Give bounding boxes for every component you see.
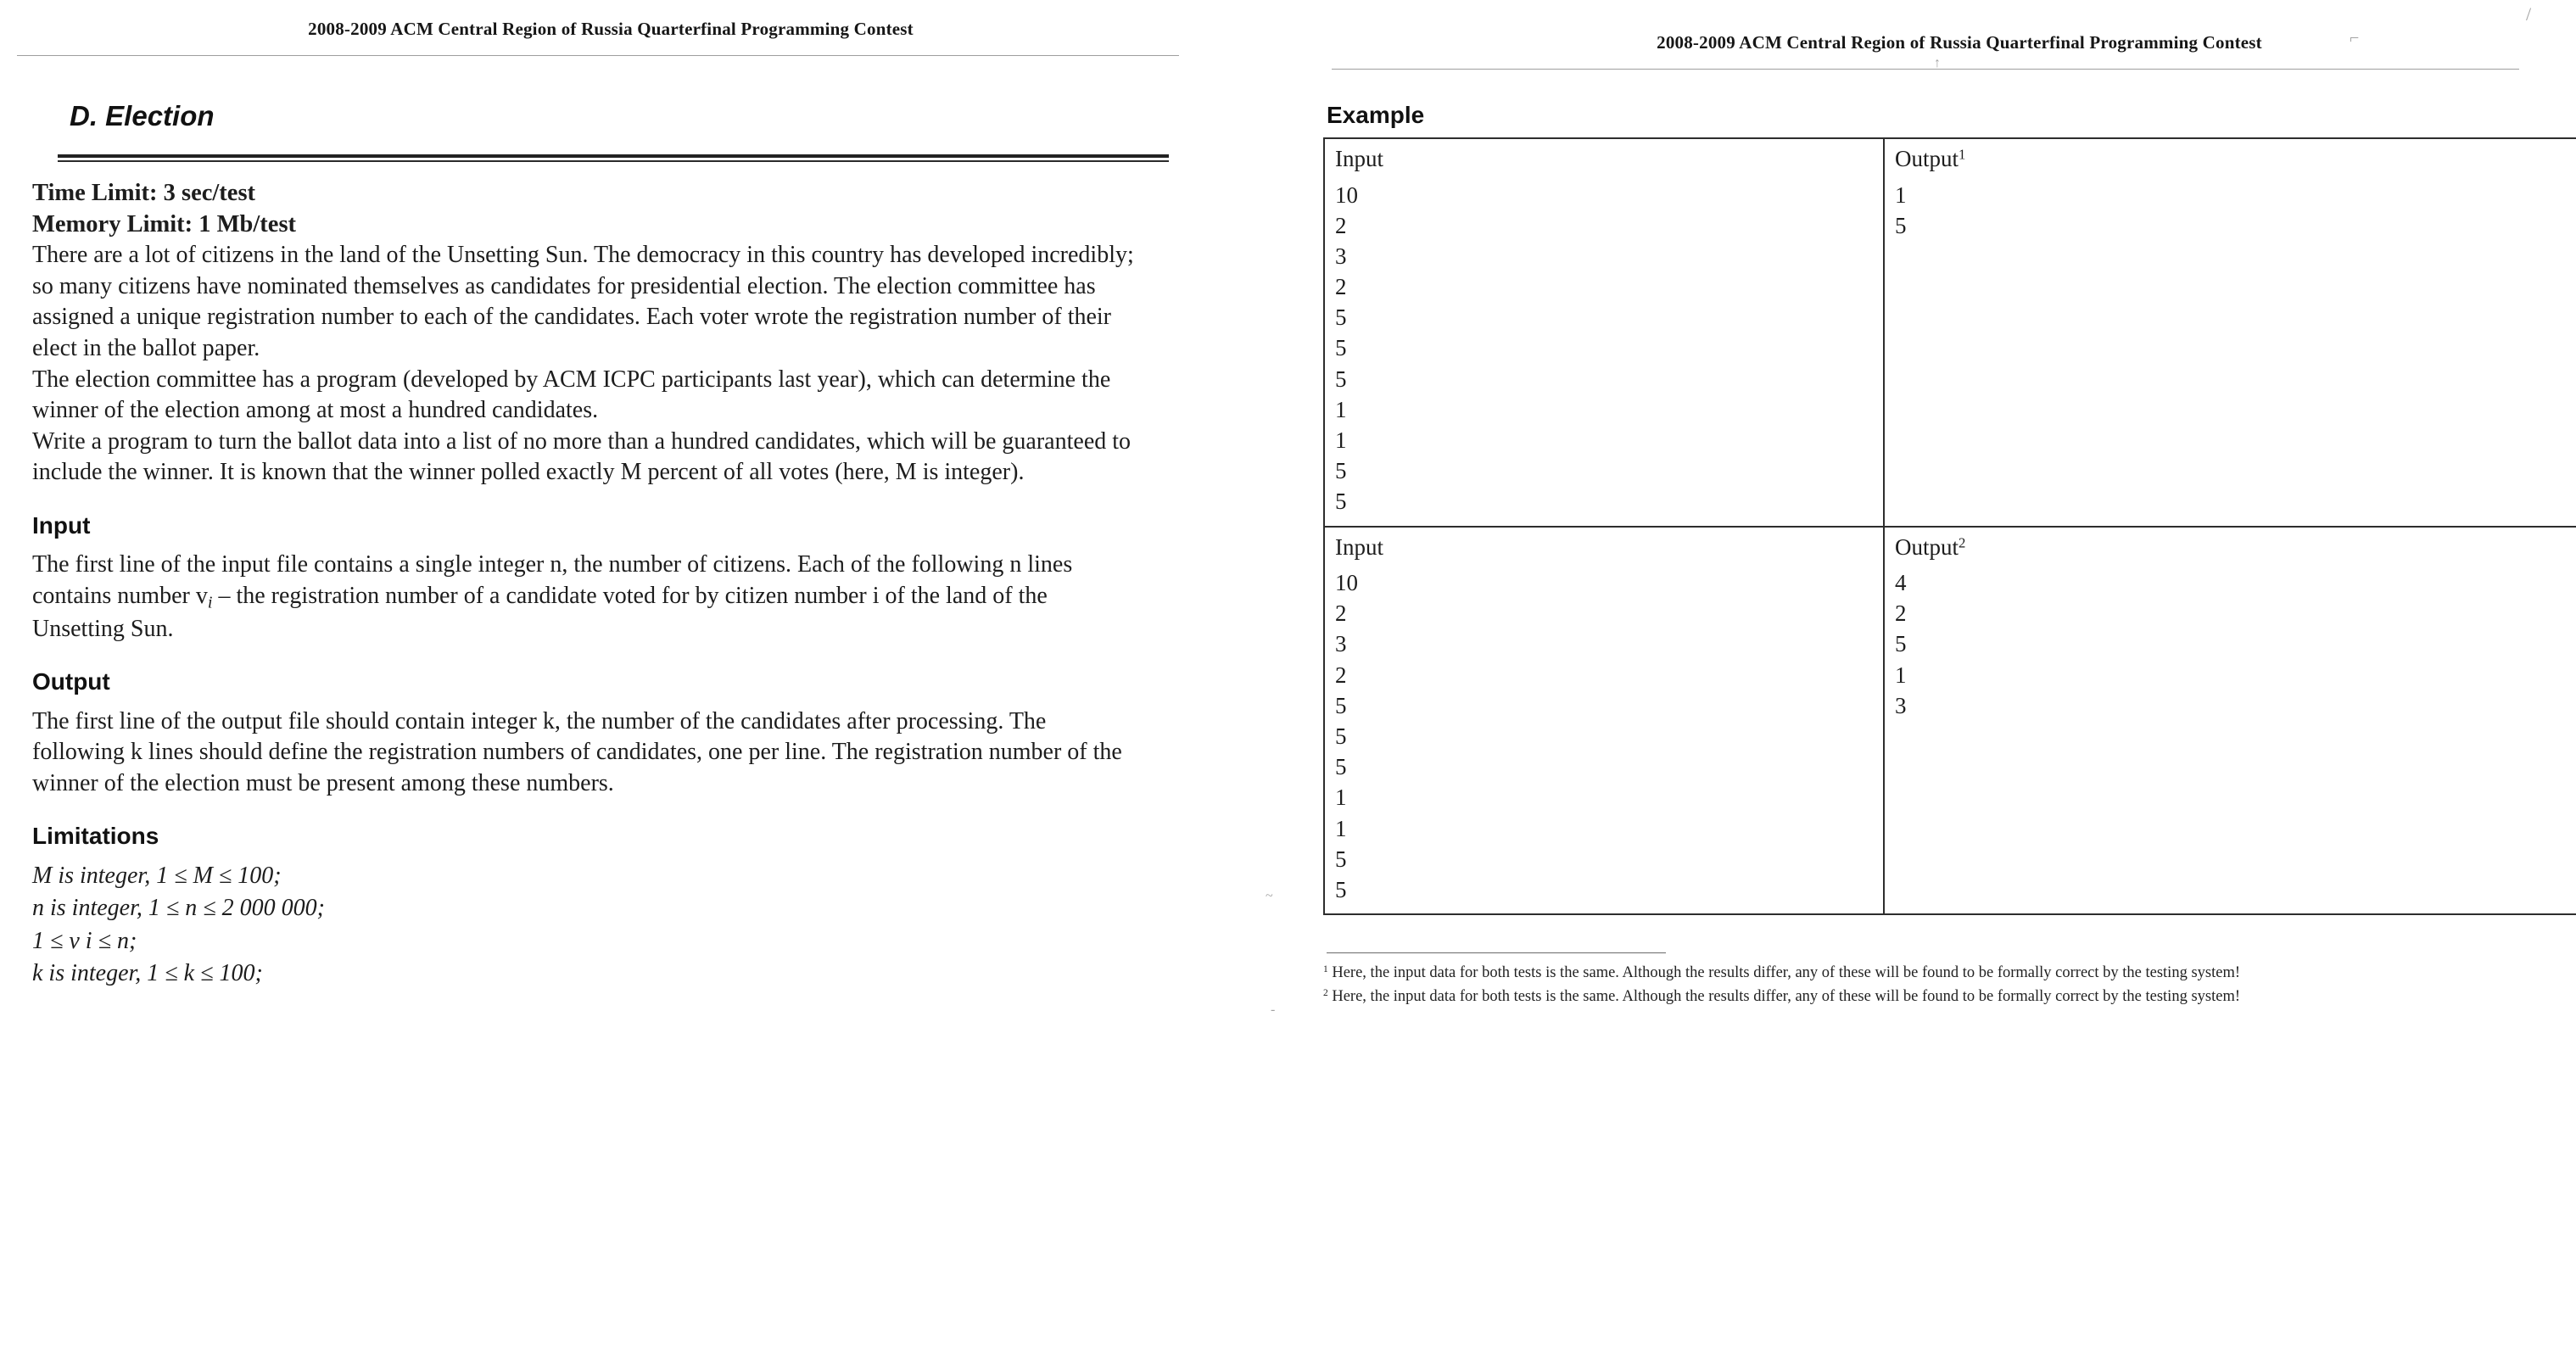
- output-label: [1895, 144, 2571, 175]
- scan-artifact: ⌐: [2350, 29, 2360, 47]
- value: 3: [1895, 692, 1907, 718]
- value: 5: [1335, 876, 1347, 902]
- problem-body: [17, 177, 1135, 990]
- value: 4: [1895, 570, 1907, 596]
- value: 1: [1335, 396, 1347, 422]
- footnote-divider: [1327, 952, 1666, 953]
- input-label: Input: [1335, 533, 1383, 560]
- input-values-1: [1335, 180, 1875, 517]
- scan-artifact: /: [2526, 3, 2532, 25]
- example-output-cell-2: [1884, 527, 2576, 915]
- example-input-cell-2: [1324, 527, 1884, 915]
- value: 5: [1335, 846, 1347, 872]
- input-values-2: [1335, 567, 1875, 905]
- limitations-section-heading: Limitations: [32, 823, 159, 850]
- limitation-item: M is integer, 1 ≤ M ≤ 100;: [32, 862, 282, 889]
- value: 10: [1335, 570, 1358, 596]
- input-section-heading: Input: [32, 511, 91, 539]
- example-table: [1323, 137, 2576, 915]
- footnote-item: [1323, 963, 2536, 984]
- value: 2: [1895, 600, 1907, 627]
- right-page-content: [1323, 19, 2545, 1010]
- intro-paragraph-2: The election committee has a program (developed by ACM ICPC participants last year), which can determine the winner of the election among at most a hundred candidates.: [32, 366, 1111, 424]
- footnote-item: [1323, 987, 2536, 1008]
- scan-artifact: ~: [1266, 889, 1273, 903]
- intro-paragraph-3: Write a program to turn the ballot data into a list of no more than a hundred candidates, which will be guaranteed to include the winner. It is known that the winner polled exactly M percent of all votes (here, M is integer).: [32, 427, 1132, 486]
- footnote-text: Here, the input data for both tests is the same. Although the results differ, any of these will be found to be formally correct by the testing system!: [1332, 964, 2240, 982]
- table-row: [1324, 527, 2576, 915]
- output-footnote-marker: 2: [1959, 533, 1966, 550]
- title-divider: [58, 154, 1169, 162]
- input-text-part2: – the registration number of a candidate voted for by citizen number i of the land of the Unsetting Sun.: [32, 582, 1048, 642]
- value: 3: [1335, 243, 1347, 269]
- scan-artifact: ↑: [1934, 56, 1941, 70]
- memory-limit: Memory Limit: 1 Mb/test: [32, 211, 297, 238]
- value: 5: [1335, 692, 1347, 718]
- page-header-left: 2008-2009 ACM Central Region of Russia Quarterfinal Programming Contest: [308, 19, 914, 39]
- limitation-item: 1 ≤ v i ≤ n;: [32, 927, 137, 954]
- value: 3: [1335, 631, 1347, 657]
- output-section-heading: Output: [32, 668, 110, 695]
- value: 5: [1335, 458, 1347, 484]
- value: 1: [1335, 785, 1347, 811]
- output-label: [1895, 533, 2571, 563]
- scan-artifact: -: [1271, 1002, 1276, 1017]
- value: 5: [1335, 304, 1347, 331]
- input-section-text: [32, 550, 1135, 645]
- example-input-cell-1: [1324, 138, 1884, 527]
- footnote-text: Here, the input data for both tests is the same. Although the results differ, any of these will be found to be formally correct by the testing system!: [1332, 987, 2240, 1005]
- value: 5: [1335, 754, 1347, 780]
- left-page: [0, 0, 1281, 1357]
- output-values-2: [1895, 567, 2571, 721]
- page-header-right-wrap: [1323, 19, 2545, 70]
- intro-paragraph-1: There are a lot of citizens in the land of the Unsetting Sun. The democracy in this country has developed incredibly; so many citizens have nominated themselves as candidates for presidential election. The election committee has assigned a unique registration number to each of the candidates. Each voter wrote the registration number of their elect in the ballot paper.: [32, 242, 1134, 361]
- output-footnote-marker: 1: [1959, 146, 1966, 163]
- value: 5: [1335, 366, 1347, 392]
- value: 5: [1895, 212, 1907, 238]
- left-page-content: [17, 19, 1204, 991]
- value: 2: [1335, 600, 1347, 627]
- value: 5: [1335, 723, 1347, 749]
- limitation-item: n is integer, 1 ≤ n ≤ 2 000 000;: [32, 895, 325, 922]
- output-label-text: Output: [1895, 146, 1959, 171]
- header-divider-right: [1332, 69, 2519, 70]
- value: 5: [1335, 489, 1347, 515]
- footnote-marker: 2: [1323, 987, 1328, 998]
- table-row: [1324, 138, 2576, 527]
- value: 1: [1895, 662, 1907, 688]
- value: 1: [1335, 427, 1347, 453]
- output-section-text: The first line of the output file should contain integer k, the number of the candidates after processing. The following k lines should define the registration numbers of candidates, one per line. The registration number of the winner of the election must be present among these numbers.: [32, 707, 1122, 796]
- input-label: Input: [1335, 146, 1383, 171]
- value: 10: [1335, 181, 1358, 208]
- value: 5: [1895, 631, 1907, 657]
- input-text-subscript: i: [207, 593, 213, 612]
- right-page: [1281, 0, 2576, 1357]
- value: 1: [1335, 815, 1347, 841]
- footnote-marker: 1: [1323, 964, 1328, 975]
- value: 2: [1335, 662, 1347, 688]
- time-limit: Time Limit: 3 sec/test: [32, 180, 256, 206]
- value: 2: [1335, 274, 1347, 300]
- value: 2: [1335, 212, 1347, 238]
- header-divider-left: [17, 55, 1179, 56]
- value: 5: [1335, 335, 1347, 361]
- limitation-item: k is integer, 1 ≤ k ≤ 100;: [32, 960, 263, 987]
- footnotes: [1323, 963, 2536, 1007]
- problem-title: D. Election: [70, 100, 215, 131]
- page-header-right: 2008-2009 ACM Central Region of Russia Quarterfinal Programming Contest: [1657, 32, 2262, 53]
- input-text-part1: The first line of the input file contains a single integer n, the number of citizens. Each of the following n lines contains number v: [32, 551, 1073, 609]
- value: 1: [1895, 181, 1907, 208]
- output-values-1: [1895, 180, 2571, 241]
- example-heading: Example: [1327, 102, 1425, 128]
- example-output-cell-1: [1884, 138, 2576, 527]
- output-label-text: Output: [1895, 533, 1959, 560]
